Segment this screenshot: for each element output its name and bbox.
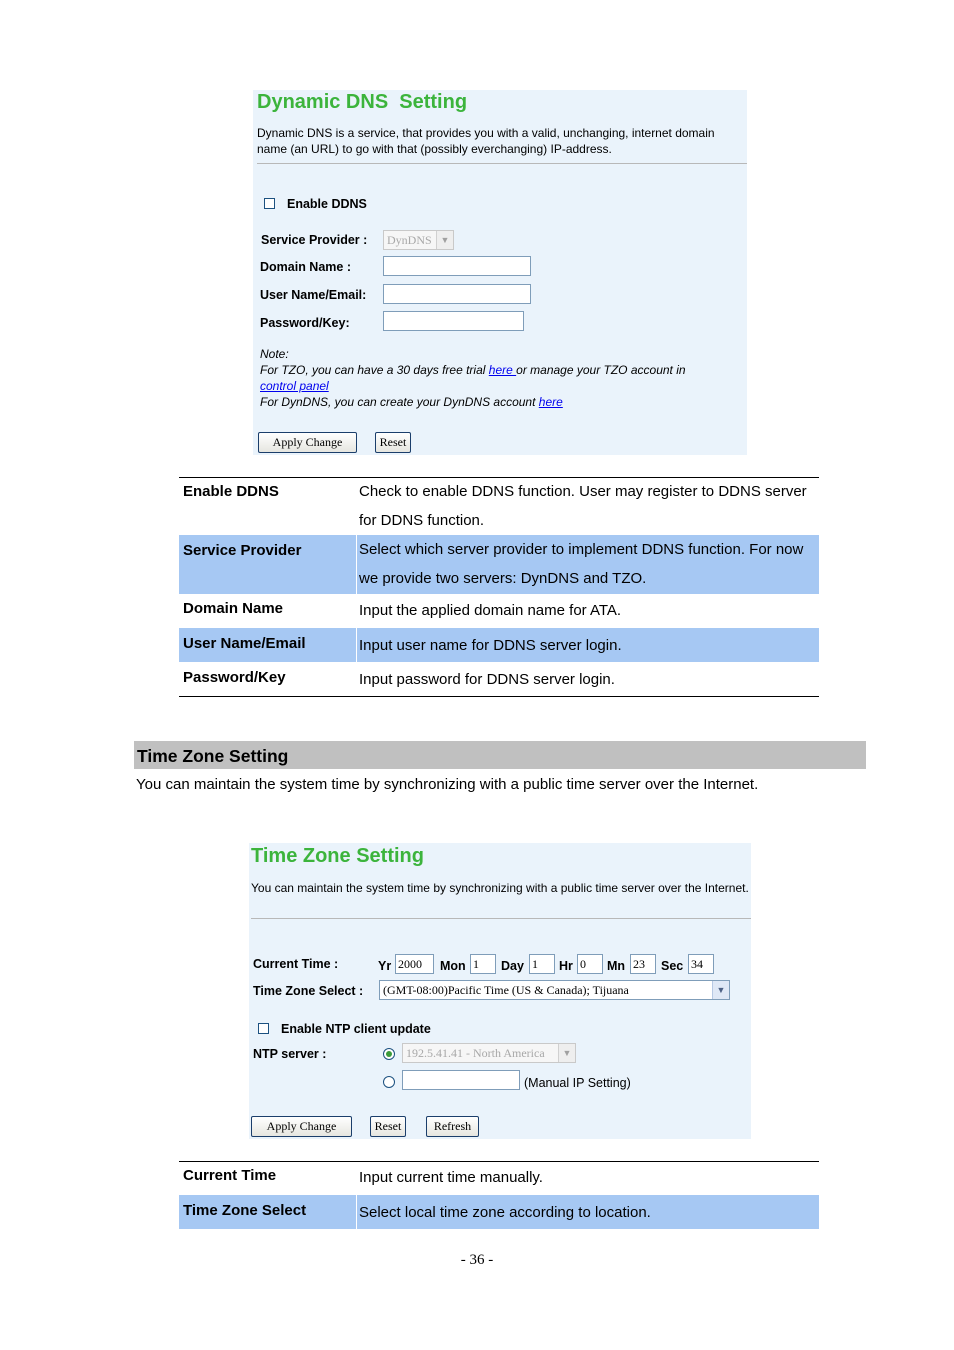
time-zone-select-value: (GMT-08:00)Pacific Time (US & Canada); Tijuana [383, 983, 629, 997]
time-zone-panel [249, 843, 751, 1139]
month-input[interactable]: 1 [470, 954, 496, 974]
row-value: Input current time manually. [359, 1169, 543, 1186]
enable-ntp-label: Enable NTP client update [281, 1022, 431, 1036]
tz-panel-title: Time Zone Setting [251, 845, 424, 867]
page-number: - 36 - [460, 1252, 494, 1268]
refresh-button[interactable]: Refresh [426, 1116, 479, 1137]
ntp-server-select[interactable] [402, 1043, 576, 1063]
table-row [179, 662, 819, 696]
row-key: Domain Name [183, 600, 284, 617]
reset-button[interactable]: Reset [375, 432, 411, 453]
enable-ddns-label: Enable DDNS [287, 197, 367, 211]
service-provider-label: Service Provider : [261, 233, 368, 247]
manual-ip-input[interactable] [402, 1070, 520, 1090]
service-provider-select[interactable] [383, 230, 454, 250]
row-value: Check to enable DDNS function. User may register to DDNS server for DDNS function. [359, 483, 807, 529]
manual-ip-label: (Manual IP Setting) [524, 1076, 631, 1090]
row-value: Input password for DDNS server login. [359, 671, 615, 688]
section-title: Time Zone Setting [137, 746, 289, 766]
row-value: Select which server provider to implement DDNS function. For now we provide two servers: DynDNS and TZO. [359, 541, 804, 587]
ddns-panel-description: Dynamic DNS is a service, that provides you with a valid, unchanging, internet domain name (an URL) to go with that (possibly everchanging) IP-address. [257, 126, 715, 156]
tz-panel-description: You can maintain the system time by synchronizing with a public time server over the Internet. [251, 881, 749, 895]
table-row [179, 1195, 819, 1229]
table-row [179, 628, 819, 662]
row-value: Select local time zone according to location. [359, 1204, 651, 1221]
apply-change-button[interactable]: Apply Change [258, 432, 357, 453]
note-dyndns-prefix: For DynDNS, you can create your DynDNS account [260, 395, 539, 409]
hour-input[interactable]: 0 [577, 954, 603, 974]
user-name-label: User Name/Email: [260, 288, 367, 302]
current-time-label: Current Time : [253, 957, 339, 971]
table-row [179, 478, 819, 535]
row-key: Service Provider [183, 542, 302, 559]
chevron-down-icon: ▼ [558, 1044, 575, 1062]
hr-label: Hr [559, 959, 573, 973]
row-key: Time Zone Select [183, 1202, 307, 1219]
user-name-input[interactable] [383, 284, 531, 304]
dyndns-create-link[interactable]: here [538, 395, 563, 409]
ntp-server-value: 192.5.41.41 - North America [406, 1046, 545, 1060]
reset-button[interactable]: Reset [370, 1116, 406, 1137]
ntp-server-label: NTP server : [253, 1047, 327, 1061]
apply-change-button[interactable]: Apply Change [251, 1116, 352, 1137]
time-zone-select[interactable] [379, 980, 730, 1000]
day-input[interactable]: 1 [529, 954, 555, 974]
table-row [179, 1162, 819, 1195]
time-zone-select-label: Time Zone Select : [253, 984, 364, 998]
note-dyndns [260, 394, 740, 410]
ddns-note [260, 346, 740, 410]
table-row [179, 535, 819, 594]
row-key: Password/Key [183, 669, 286, 686]
control-panel-link[interactable]: control panel [260, 379, 329, 393]
ddns-panel-title: Dynamic DNS Setting [257, 91, 468, 113]
day-label: Day [501, 959, 524, 973]
row-value: Input the applied domain name for ATA. [359, 602, 622, 619]
year-input[interactable]: 2000 [395, 954, 434, 974]
mn-label: Mn [607, 959, 626, 973]
note-tzo-middle: or manage your TZO account in [516, 363, 686, 377]
ddns-settings-panel [253, 90, 747, 455]
mon-label: Mon [440, 959, 466, 973]
table-bottom-rule [179, 696, 819, 697]
row-value: Input user name for DDNS server login. [359, 637, 622, 654]
cell-separator [356, 535, 357, 594]
minute-input[interactable]: 23 [630, 954, 656, 974]
section-intro: You can maintain the system time by synchronizing with a public time server over the Internet. [136, 776, 759, 793]
enable-ddns-checkbox[interactable] [264, 198, 275, 209]
cell-separator [356, 628, 357, 662]
divider [257, 163, 747, 164]
ntp-manual-radio[interactable] [383, 1076, 395, 1088]
chevron-down-icon: ▼ [436, 231, 453, 249]
second-input[interactable]: 34 [688, 954, 714, 974]
sec-label: Sec [661, 959, 684, 973]
row-key: User Name/Email [183, 635, 306, 652]
yr-label: Yr [378, 959, 392, 973]
row-key: Current Time [183, 1167, 277, 1184]
note-tzo-prefix: For TZO, you can have a 30 days free trial [260, 363, 489, 377]
chevron-down-icon: ▼ [712, 981, 729, 999]
note-heading: Note: [260, 347, 289, 361]
ntp-preset-radio[interactable] [383, 1048, 395, 1060]
password-label: Password/Key: [260, 316, 350, 330]
domain-name-input[interactable] [383, 256, 531, 276]
service-provider-value: DynDNS [387, 233, 432, 247]
cell-separator [356, 1195, 357, 1229]
domain-name-label: Domain Name : [260, 260, 351, 274]
row-key: Enable DDNS [183, 483, 279, 500]
tzo-trial-link[interactable]: here [488, 363, 517, 377]
enable-ntp-checkbox[interactable] [258, 1023, 269, 1034]
note-tzo [260, 362, 740, 378]
divider [251, 918, 751, 919]
table-row [179, 594, 819, 628]
section-heading-bar [134, 741, 866, 769]
password-input[interactable] [383, 311, 524, 331]
